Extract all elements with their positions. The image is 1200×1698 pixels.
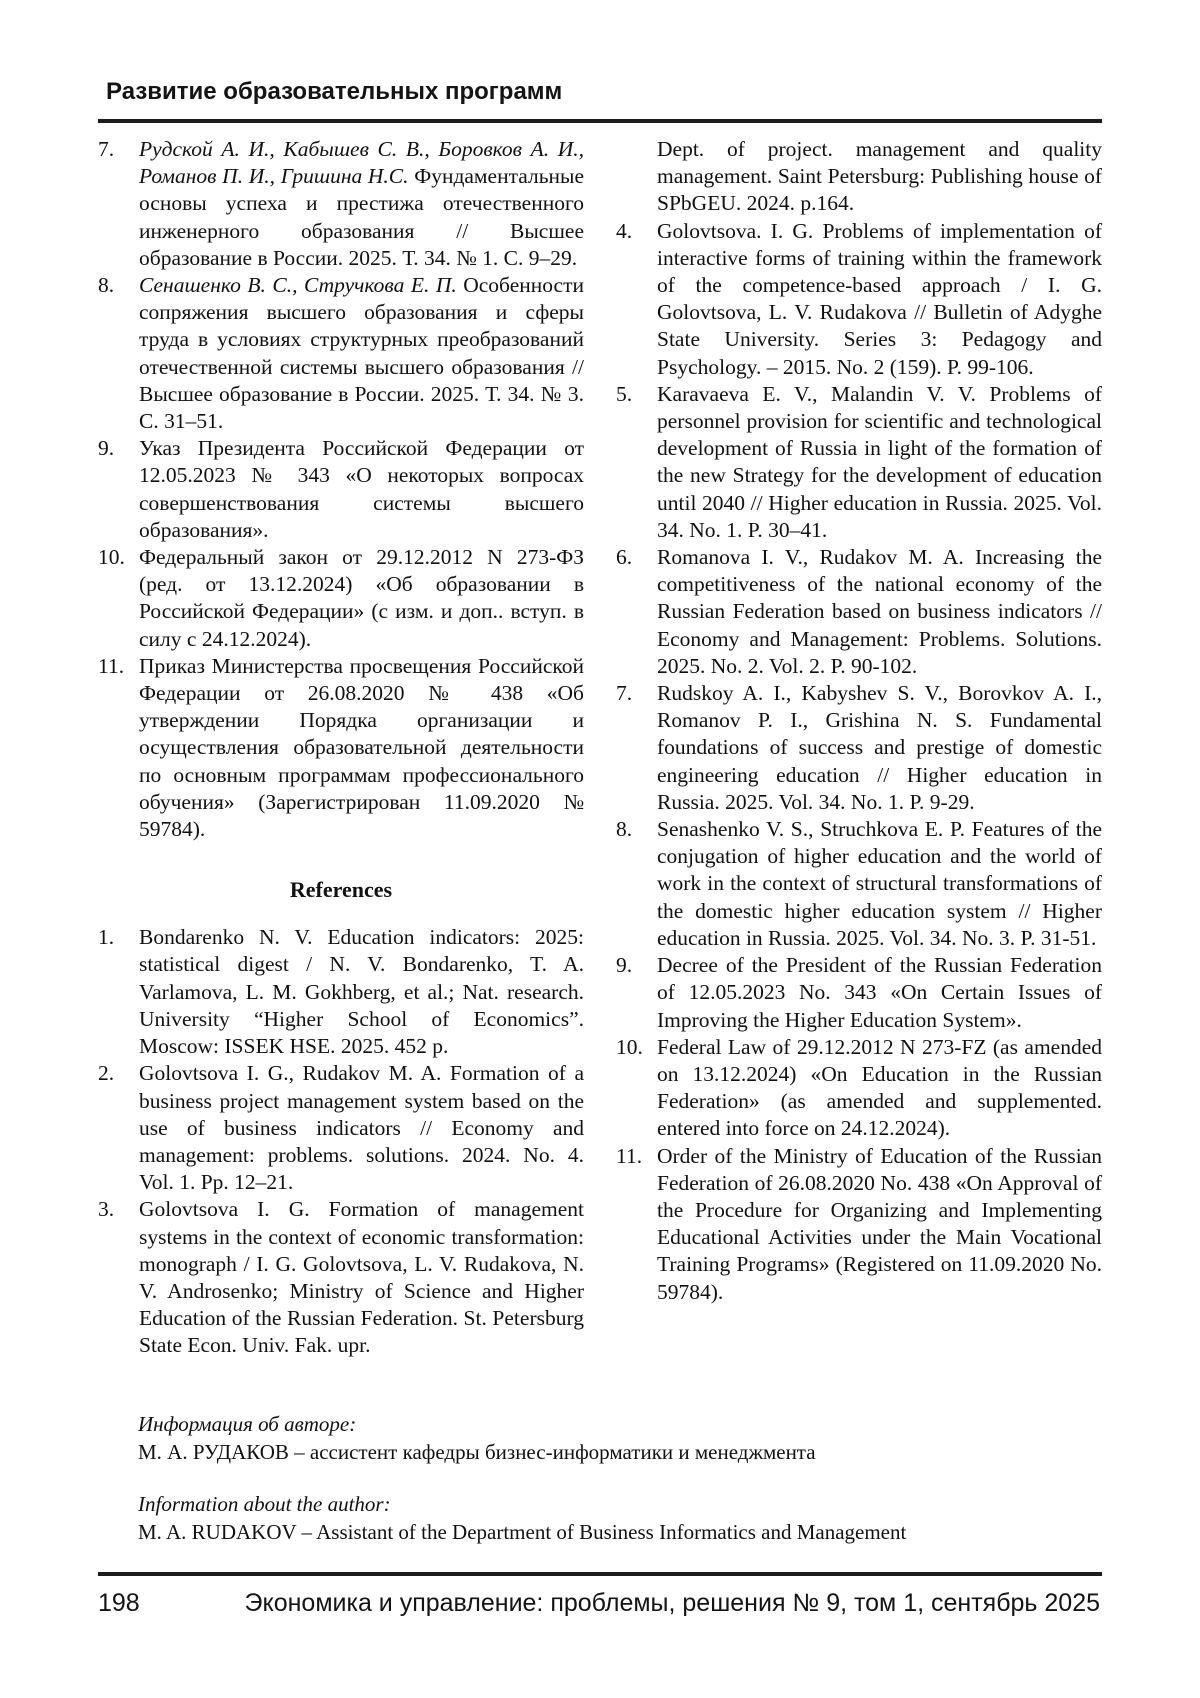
reference-text: Federal Law of 29.12.2012 N 273-FZ (as amended on 13.12.2024) «On Education in the Russian Federation» (as amended and supplemented. entered into force on 24.12.2024).: [657, 1034, 1102, 1141]
reference-number: 8.: [98, 273, 115, 298]
reference-item: [98, 1060, 584, 1196]
reference-item: [616, 1143, 1102, 1306]
reference-item: [616, 1034, 1102, 1143]
reference-number: 11.: [616, 1143, 643, 1168]
reference-item: [616, 218, 1102, 381]
references-list-english-right: [616, 136, 1102, 1306]
reference-text: Приказ Министерства просвещения Российской Федерации от 26.08.2020 № 438 «Об утверждении Порядка организации и осуществления образовательной деятельности по основным программам профессионального обучения» (Зарегистрирован 11.09.2020 № 59784).: [139, 653, 584, 842]
reference-number: 7.: [98, 137, 115, 161]
reference-number: 3.: [98, 1197, 115, 1222]
reference-item: [98, 272, 584, 435]
author-info-block: [138, 1410, 1102, 1546]
reference-text: Karavaeva E. V., Malandin V. V. Problems of personnel provision for scientific and technological development of Russia in light of the formation of the new Strategy for the development of education until 2040 // Higher education in Russia. 2025. Vol. 34. No. 1. P. 30–41.: [657, 381, 1102, 542]
reference-text: Golovtsova I. G. Formation of management systems in the context of economic transformation: monograph / I. G. Golovtsova, L. V. Rudakova, N. V. Androsenko; Ministry of Science and Higher Education of the Russian Federation. St. Petersburg State Econ. Univ. Fak. upr.: [139, 1197, 584, 1358]
reference-item: [98, 544, 584, 653]
reference-number: 6.: [616, 545, 633, 570]
footer-rule: [98, 1572, 1102, 1576]
reference-text: Dept. of project. management and quality management. Saint Petersburg: Publishing house of SPbGEU. 2024. p.164.: [657, 137, 1102, 216]
reference-text: Decree of the President of the Russian Federation of 12.05.2023 No. 343 «On Certain Issues of Improving the Higher Education System».: [657, 953, 1102, 1032]
reference-number: 10.: [616, 1034, 643, 1059]
reference-item: [98, 1196, 584, 1359]
reference-text: Рудской А. И., Кабышев С. В., Боровков А. И., Романов П. И., Гришина Н.С. Фундаментальные основы успеха и престижа отечественного инженерного образования // Высшее образование в России. 2025. Т. 34. № 1. С. 9–29.: [139, 137, 584, 270]
references-heading: References: [289, 877, 393, 903]
author-info-label-en: Information about the author:: [138, 1492, 391, 1516]
reference-item: [616, 381, 1102, 544]
reference-text: Bondarenko N. V. Education indicators: 2025: statistical digest / N. V. Bondarenko, T. A. Varlamova, L. M. Gokhberg, et al.; Nat. research. University “Higher School of Economics”. Moscow: ISSEK HSE. 2025. 452 p.: [139, 925, 584, 1059]
journal-title-line: Экономика и управление: проблемы, решения № 9, том 1, сентябрь 2025: [244, 1589, 1100, 1617]
reference-number: 2.: [98, 1061, 115, 1086]
reference-text: Федеральный закон от 29.12.2012 N 273-ФЗ (ред. от 13.12.2024) «Об образовании в Российской Федерации» (с изм. и доп.. вступ. в силу с 24.12.2024).: [139, 545, 584, 651]
reference-number: [616, 136, 657, 218]
author-info-label-ru: Информация об авторе:: [138, 1412, 357, 1436]
reference-item: [616, 952, 1102, 1034]
reference-number: 9.: [616, 953, 633, 978]
reference-text: Senashenko V. S., Struchkova E. P. Features of the conjugation of higher education and the world of work in the context of structural transformations of the domestic higher education system // Higher education in Russia. 2025. Vol. 34. No. 3. P. 31-51.: [657, 817, 1102, 950]
author-info-text-en: M. A. RUDAKOV – Assistant of the Department of Business Informatics and Management: [138, 1520, 907, 1544]
reference-item: [616, 816, 1102, 952]
reference-text: Golovtsova. I. G. Problems of implementation of interactive forms of training within the framework of the competence-based approach / I. G. Golovtsova, L. V. Rudakova // Bulletin of Adyghe State University. Series 3: Pedagogy and Psychology. – 2015. No. 2 (159). P. 99-106.: [657, 218, 1102, 379]
reference-text: Сенашенко В. С., Стручкова Е. П. Особенности сопряжения высшего образования и сферы труда в условиях структурных преобразований отечественной системы высшего образования // Высшее образование в России. 2025. Т. 34. № 3. С. 31–51.: [139, 273, 584, 434]
reference-number: 10.: [98, 545, 125, 570]
right-column: [616, 136, 1102, 1360]
reference-item: [98, 924, 584, 1060]
references-list-russian: [98, 136, 584, 843]
reference-text: Указ Президента Российской Федерации от 12.05.2023 № 343 «О некоторых вопросах совершенствования системы высшего образования».: [139, 436, 584, 542]
page-number: 198: [98, 1589, 140, 1617]
reference-item: [98, 435, 584, 544]
reference-number: 8.: [616, 817, 633, 842]
page-footer: [98, 1588, 1100, 1618]
references-list-english-left: [98, 924, 584, 1359]
reference-item: [98, 653, 584, 843]
reference-number: 5.: [616, 381, 633, 406]
reference-number: 7.: [616, 681, 633, 706]
references-columns: [98, 136, 1102, 1360]
reference-number: 4.: [616, 218, 633, 243]
reference-item: [616, 680, 1102, 816]
reference-continuation: [616, 136, 1102, 218]
reference-number: 9.: [98, 436, 115, 461]
reference-text: Romanova I. V., Rudakov M. A. Increasing the competitiveness of the national economy of the Russian Federation based on business indicators // Economy and Management: Problems. Solutions. 2025. No. 2. Vol. 2. P. 90-102.: [657, 545, 1102, 678]
reference-item: [98, 136, 584, 272]
reference-text: Golovtsova I. G., Rudakov M. A. Formation of a business project management system based on the use of business indicators // Economy and management: problems. solutions. 2024. No. 4. Vol. 1. Pp. 12–21.: [139, 1061, 584, 1195]
reference-number: 11.: [98, 653, 125, 678]
left-column: [98, 136, 584, 1360]
header-rule: [98, 119, 1102, 123]
reference-item: [616, 544, 1102, 680]
reference-text: Order of the Ministry of Education of the Russian Federation of 26.08.2020 No. 438 «On Approval of the Procedure for Organizing and Implementing Educational Activities under the Main Vocational Training Programs» (Registered on 11.09.2020 No. 59784).: [657, 1143, 1102, 1304]
reference-text: Rudskoy A. I., Kabyshev S. V., Borovkov A. I., Romanov P. I., Grishina N. S. Fundamental foundations of success and prestige of domestic engineering education // Higher education in Russia. 2025. Vol. 34. No. 1. P. 9-29.: [657, 681, 1102, 814]
author-info-text-ru: М. А. РУДАКОВ – ассистент кафедры бизнес-информатики и менеджмента: [138, 1440, 816, 1464]
reference-number: 1.: [98, 925, 115, 950]
running-head-section-title: Развитие образовательных программ: [106, 78, 563, 105]
